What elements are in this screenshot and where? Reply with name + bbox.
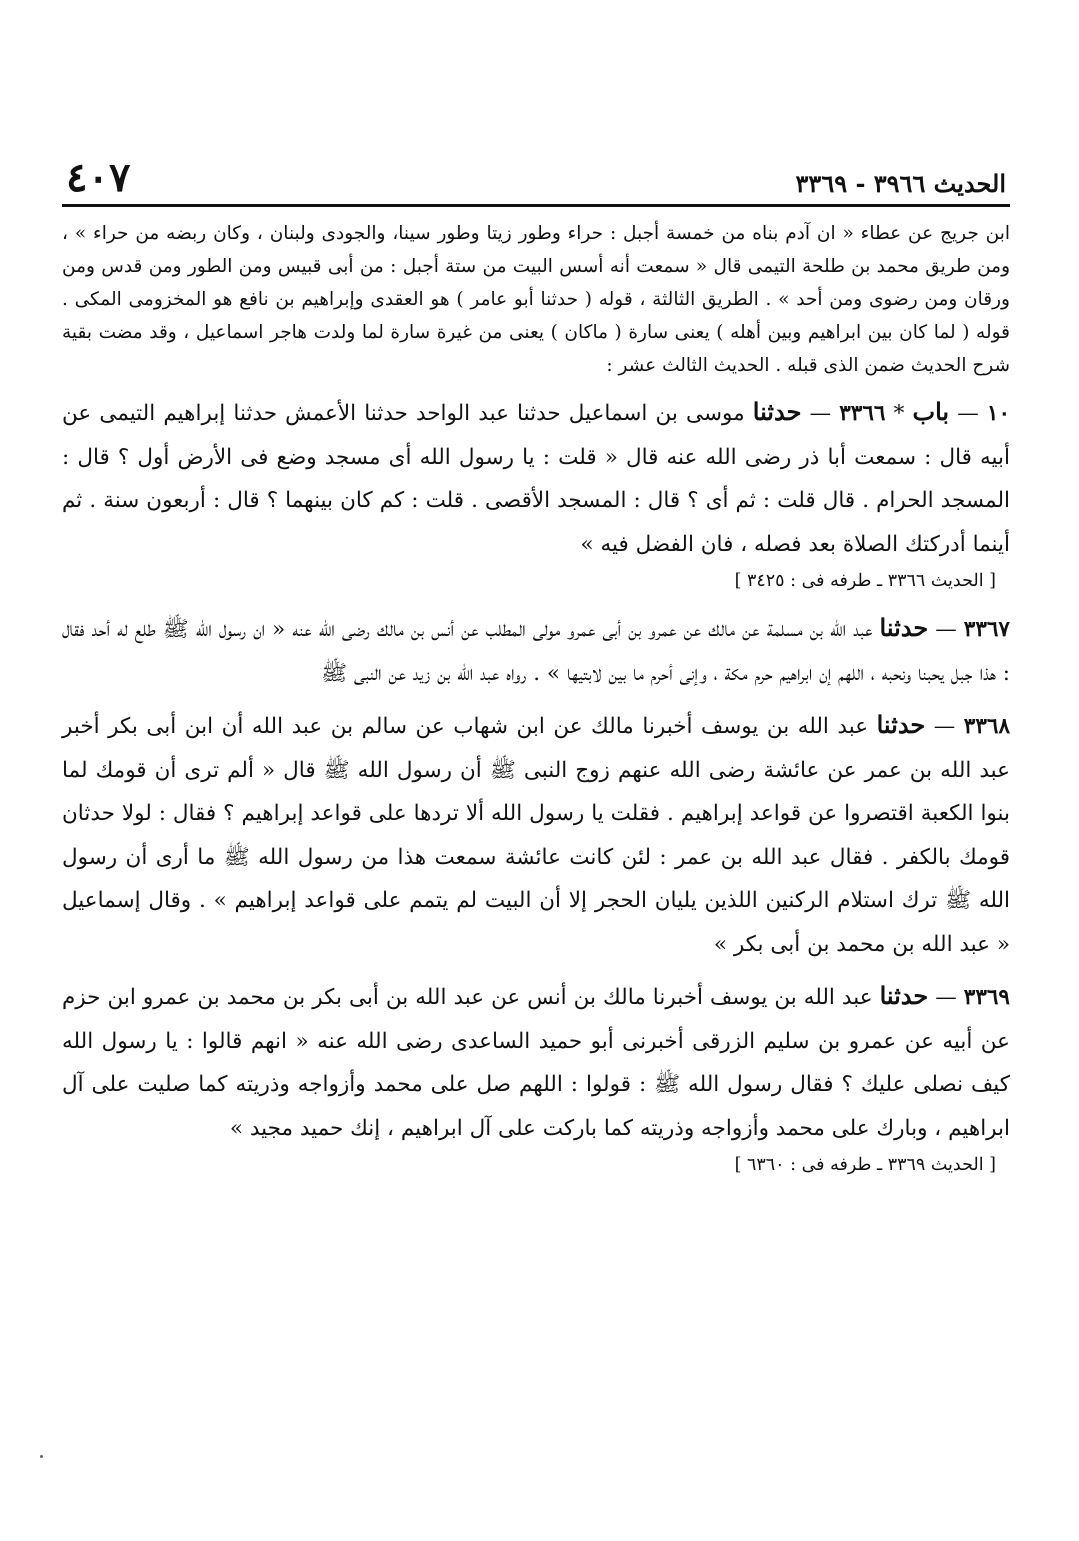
hadith-text: عبد الله بن مسلمة عن مالك عن عمرو بن أبى عمرو مولى المطلب عن أنس بن مالك رضى الله عنه « ان رسول الله ﷺ طلع له أحد فقال : هذا جبل يحبنا ونحبه ، اللهم إن ابراهيم حرم مكة ، وإنى أحرم ما بين لابتيها » . رواه عبد الله بن زيد عن النبى ﷺ (62, 617, 1010, 686)
haddathana-word: حدثنا (879, 613, 929, 642)
haddathana-word: حدثنا (876, 710, 926, 739)
haddathana-word: حدثنا (752, 397, 802, 426)
hadith-3367: ٣٣٦٧ — حدثنا عبد الله بن مسلمة عن مالك عن عمرو بن أبى عمرو مولى المطلب عن أنس بن مالك رضى الله عنه « ان رسول الله ﷺ طلع له أحد فقال : هذا جبل يحبنا ونحبه ، اللهم إن ابراهيم حرم مكة ، وإنى أحرم ما بين لابتيها » . رواه عبد الله بن زيد عن النبى ﷺ (62, 613, 1010, 686)
book-page (62, 150, 1010, 1190)
hadith-text: عبد الله بن يوسف أخبرنا مالك بن أنس عن عبد الله بن أبى بكر بن محمد بن عمرو ابن حزم عن أبيه عن عمرو بن سليم الزرقى أخبرنى أبو حميد الساعدى رضى الله عنه « انهم قالوا : يا رسول الله كيف نصلى عليك ؟ فقال رسول الله ﷺ : قولوا : اللهم صل على محمد وأزواجه وذريته كما صليت على آل ابراهيم ، وبارك على محمد وأزواجه وذريته كما باركت على آل ابراهيم ، إنك حميد مجيد » (62, 985, 1010, 1141)
page-number: ٤٠٧ (66, 154, 131, 201)
hadith-number: ٣٣٦٦ (839, 401, 886, 426)
hadith-text: عبد الله بن يوسف أخبرنا مالك عن ابن شهاب عن سالم بن عبد الله أن ابن أبى بكر أخبر عبد الله بن عمر عن عائشة رضى الله عنهم زوج النبى ﷺ أن رسول الله ﷺ قال « ألم ترى أن قومك لما بنوا الكعبة اقتصروا عن قواعد إبراهيم . فقلت يا رسول الله ألا تردها على قواعد إبراهيم ؟ فقال : لولا حدثان قومك بالكفر . فقال عبد الله بن عمر : لئن كانت عائشة سمعت هذا من رسول الله ﷺ ما أرى أن رسول الله ﷺ ترك استلام الركنين اللذين يليان الحجر إلا أن البيت لم يتمم على قواعد إبراهيم » . وقال إسماعيل « عبد الله بن محمد بن أبى بكر » (62, 714, 1010, 957)
haddathana-word: حدثنا (879, 981, 929, 1010)
commentary-paragraph: ابن جريج عن عطاء « ان آدم بناه من خمسة أجبل : حراء وطور زيتا وطور سينا، والجودى ولبنان ، وكان ربضه من حراء » ، ومن طريق محمد بن طلحة التيمى قال « سمعت أنه أسس البيت من ستة أجبل : من أبى قبيس ومن الطور ومن قدس ومن ورقان ومن رضوى ومن أحد » . الطريق الثالثة ، قوله ( حدثنا أبو عامر ) هو العقدى وإبراهيم بن نافع هو المخزومى المكى . قوله ( لما كان بين ابراهيم وبين أهله ) يعنى سارة ( ماكان ) يعنى من غيرة سارة لما ولدت هاجر اسماعيل ، وقد مضت بقية شرح الحديث ضمن الذى قبله . الحديث الثالث عشر : (62, 223, 1010, 376)
running-title: الحديث ٣٩٦٦ - ٣٣٦٩ (795, 169, 1006, 198)
hadith-text: موسى بن اسماعيل حدثنا عبد الواحد حدثنا الأعمش حدثنا إبراهيم التيمى عن أبيه قال : سمعت أبا ذر رضى الله عنه قال « قلت : يا رسول الله أى مسجد وضع فى الأرض أول ؟ قال : المسجد الحرام . قال قلت : ثم أى ؟ قال : المسجد الأقصى . قلت : كم كان بينهما ؟ قال : أربعون سنة . ثم أينما أدركتك الصلاة بعد فصله ، فان الفضل فيه » (62, 401, 1010, 557)
hadith-3368: ٣٣٦٨ — حدثنا عبد الله بن يوسف أخبرنا مالك عن ابن شهاب عن سالم بن عبد الله أن ابن أبى بكر أخبر عبد الله بن عمر عن عائشة رضى الله عنهم زوج النبى ﷺ أن رسول الله ﷺ قال « ألم ترى أن قومك لما بنوا الكعبة اقتصروا عن قواعد إبراهيم . فقلت يا رسول الله ألا تردها على قواعد إبراهيم ؟ فقال : لولا حدثان قومك بالكفر . فقال عبد الله بن عمر : لئن كانت عائشة سمعت هذا من رسول الله ﷺ ما أرى أن رسول الله ﷺ ترك استلام الركنين اللذين يليان الحجر إلا أن البيت لم يتمم على قواعد إبراهيم » . وقال إسماعيل « عبد الله بن محمد بن أبى بكر » (62, 710, 1010, 957)
hadith-reference: [ الحديث ٣٣٦٦ ـ طرفه فى : ٣٤٢٥ ] (734, 571, 996, 591)
chapter-star: * (893, 401, 905, 426)
header-rule (62, 204, 1010, 207)
hadith-3369: ٣٣٦٩ — حدثنا عبد الله بن يوسف أخبرنا مالك بن أنس عن عبد الله بن أبى بكر بن محمد بن عمرو ابن حزم عن أبيه عن عمرو بن سليم الزرقى أخبرنى أبو حميد الساعدى رضى الله عنه « انهم قالوا : يا رسول الله كيف نصلى عليك ؟ فقال رسول الله ﷺ : قولوا : اللهم صل على محمد وأزواجه وذريته كما صليت على آل ابراهيم ، وبارك على محمد وأزواجه وذريته كما باركت على آل ابراهيم ، إنك حميد مجيد » (62, 981, 1010, 1141)
scan-speck (40, 1455, 43, 1458)
chapter-heading: باب (912, 397, 950, 426)
hadith-number: ٣٣٦٩ (963, 985, 1010, 1010)
hadith-3366: ١٠ — باب * ٣٣٦٦ — حدثنا موسى بن اسماعيل حدثنا عبد الواحد حدثنا الأعمش حدثنا إبراهيم التيمى عن أبيه قال : سمعت أبا ذر رضى الله عنه قال « قلت : يا رسول الله أى مسجد وضع فى الأرض أول ؟ قال : المسجد الحرام . قال قلت : ثم أى ؟ قال : المسجد الأقصى . قلت : كم كان بينهما ؟ قال : أربعون سنة . ثم أينما أدركتك الصلاة بعد فصله ، فان الفضل فيه » (62, 397, 1011, 557)
hadith-number: ٣٣٦٧ (963, 617, 1010, 642)
hadith-reference: [ الحديث ٣٣٦٩ ـ طرفه فى : ٦٣٦٠ ] (734, 1155, 996, 1175)
hadith-number: ٣٣٦٨ (963, 714, 1010, 739)
chapter-number: ١٠ (986, 401, 1011, 426)
page-header (62, 150, 1010, 201)
